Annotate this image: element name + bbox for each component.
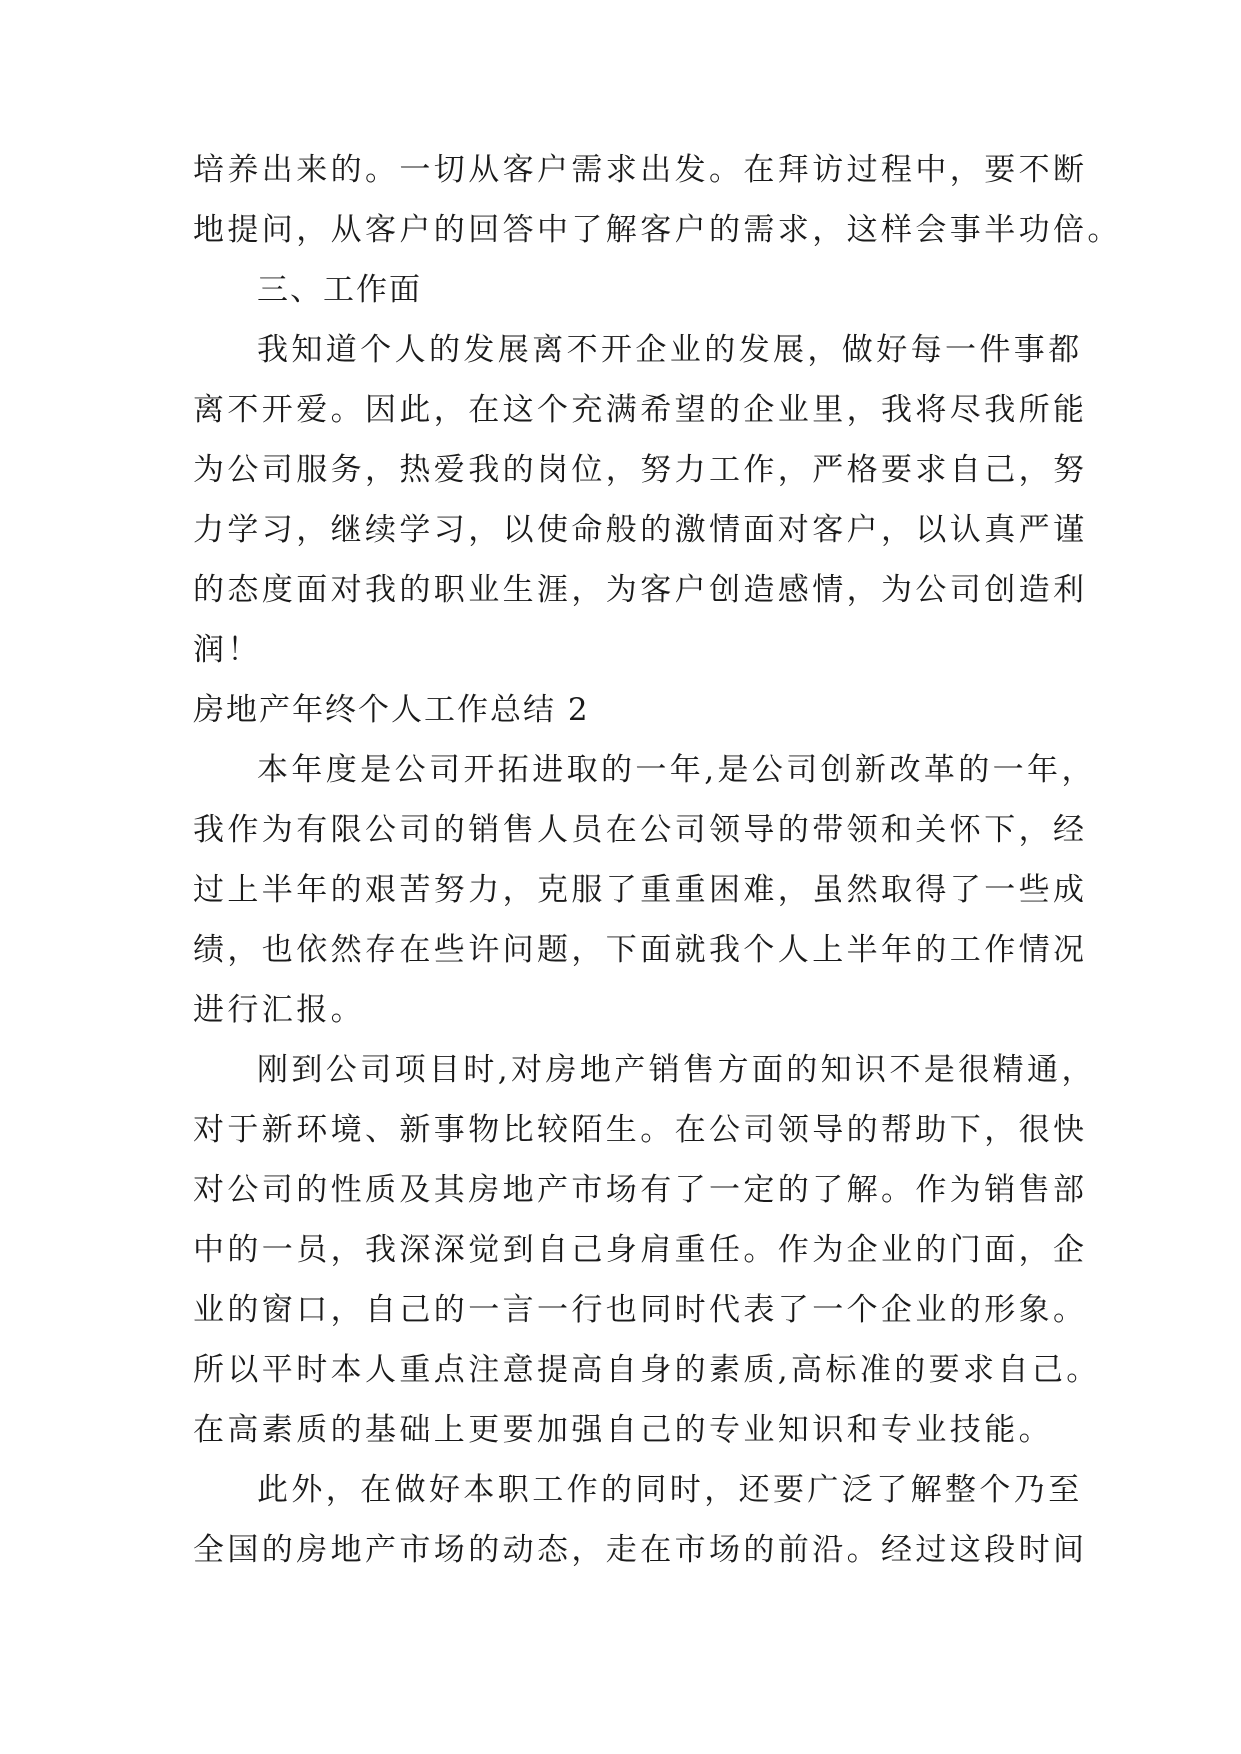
paragraph-first-line: 刚到公司项目时,对房地产销售方面的知识不是很精通， [257,1052,1096,1088]
body-line: 离不开爱。因此，在这个充满希望的企业里，我将尽我所能 [193,392,1088,428]
section-heading: 三、工作面 [257,272,422,308]
body-line: 全国的房地产市场的动态，走在市场的前沿。经过这段时间 [193,1532,1088,1568]
paragraph-first-line: 我知道个人的发展离不开企业的发展，做好每一件事都 [257,332,1083,368]
body-line: 对于新环境、新事物比较陌生。在公司领导的帮助下，很快 [193,1112,1088,1148]
body-line: 过上半年的艰苦努力，克服了重重困难，虽然取得了一些成 [193,872,1088,908]
body-line: 为公司服务，热爱我的岗位，努力工作，严格要求自己，努 [193,452,1088,488]
body-line: 绩，也依然存在些许问题，下面就我个人上半年的工作情况 [193,932,1088,968]
paragraph-first-line: 本年度是公司开拓进取的一年,是公司创新改革的一年， [257,752,1096,788]
body-line: 润！ [193,632,262,668]
body-line: 进行汇报。 [193,992,365,1028]
document-body [193,140,1122,1580]
body-line: 所以平时本人重点注意提高自身的素质,高标准的要求自己。 [193,1352,1101,1388]
body-line: 我作为有限公司的销售人员在公司领导的带领和关怀下，经 [193,812,1088,848]
body-line: 地提问，从客户的回答中了解客户的需求，这样会事半功倍。 [193,212,1122,248]
body-line: 力学习，继续学习，以使命般的激情面对客户，以认真严谨 [193,512,1088,548]
body-line: 中的一员，我深深觉到自己身肩重任。作为企业的门面，企 [193,1232,1088,1268]
body-line: 的态度面对我的职业生涯，为客户创造感情，为公司创造利 [193,572,1088,608]
paragraph-first-line: 此外，在做好本职工作的同时，还要广泛了解整个乃至 [257,1472,1083,1508]
body-line: 培养出来的。一切从客户需求出发。在拜访过程中，要不断 [193,152,1088,188]
body-line: 业的窗口，自己的一言一行也同时代表了一个企业的形象。 [193,1292,1088,1328]
body-line: 对公司的性质及其房地产市场有了一定的了解。作为销售部 [193,1172,1088,1208]
body-line: 在高素质的基础上更要加强自己的专业知识和专业技能。 [193,1412,1053,1448]
document-title: 房地产年终个人工作总结 2 [193,692,590,728]
